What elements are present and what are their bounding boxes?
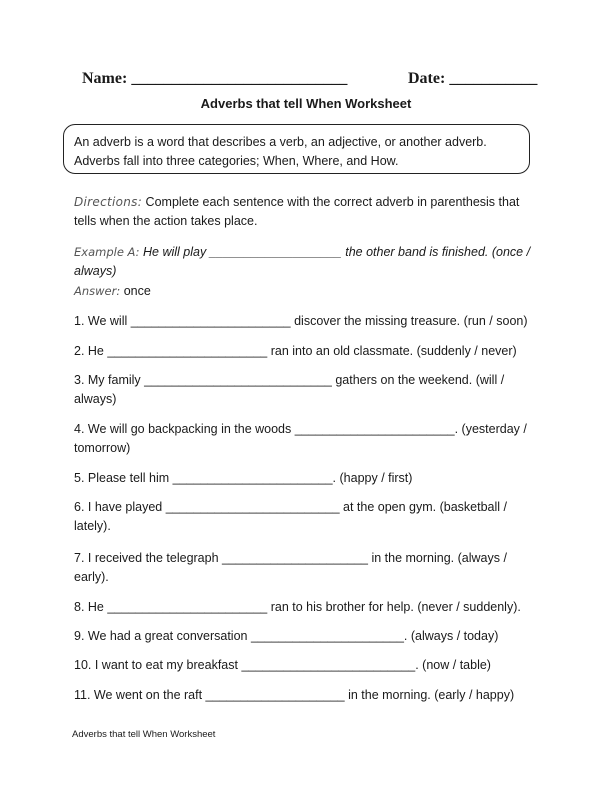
- footer-text: Adverbs that tell When Worksheet: [72, 729, 216, 740]
- example-a: [74, 243, 544, 281]
- question-5[interactable]: 5. Please tell him _______________________. (happy / first): [74, 471, 413, 485]
- example-answer: [74, 282, 151, 301]
- name-field[interactable]: Name: ___________________________: [82, 70, 348, 87]
- directions-label: Directions:: [74, 195, 143, 209]
- question-10[interactable]: 10. I want to eat my breakfast _________________________. (now / table): [74, 658, 491, 672]
- question-2[interactable]: 2. He _______________________ ran into an old classmate. (suddenly / never): [74, 344, 517, 358]
- question-4[interactable]: 4. We will go backpacking in the woods _______________________. (yesterday / tomorrow): [74, 422, 527, 455]
- question-9[interactable]: 9. We had a great conversation ______________________. (always / today): [74, 629, 499, 643]
- question-7[interactable]: 7. I received the telegraph _____________________ in the morning. (always / early).: [74, 551, 507, 584]
- answer-text: once: [120, 284, 151, 298]
- directions-text: Complete each sentence with the correct adverb in parenthesis that tells when the action takes place.: [74, 195, 520, 228]
- question-6[interactable]: 6. I have played _________________________ at the open gym. (basketball / lately).: [74, 500, 507, 533]
- question-11[interactable]: 11. We went on the raft ____________________ in the morning. (early / happy): [74, 688, 515, 702]
- date-field[interactable]: Date: ___________: [408, 70, 538, 87]
- question-3[interactable]: 3. My family ___________________________ gathers on the weekend. (will / always): [74, 373, 505, 406]
- question-8[interactable]: 8. He _______________________ ran to his brother for help. (never / suddenly).: [74, 600, 521, 614]
- answer-label: Answer:: [74, 284, 121, 298]
- definition-box: [63, 124, 530, 174]
- definition-line-2: Adverbs fall into three categories; When, Where, and How.: [74, 154, 399, 168]
- question-1[interactable]: 1. We will _______________________ discover the missing treasure. (run / soon): [74, 314, 528, 328]
- definition-line-1: An adverb is a word that describes a verb, an adjective, or another adverb.: [74, 135, 487, 149]
- example-text: He will play ___________________ the other band is finished. (once / always): [74, 245, 531, 278]
- worksheet-title: Adverbs that tell When Worksheet: [200, 96, 412, 111]
- example-label: Example A:: [74, 245, 140, 259]
- directions: [74, 193, 544, 231]
